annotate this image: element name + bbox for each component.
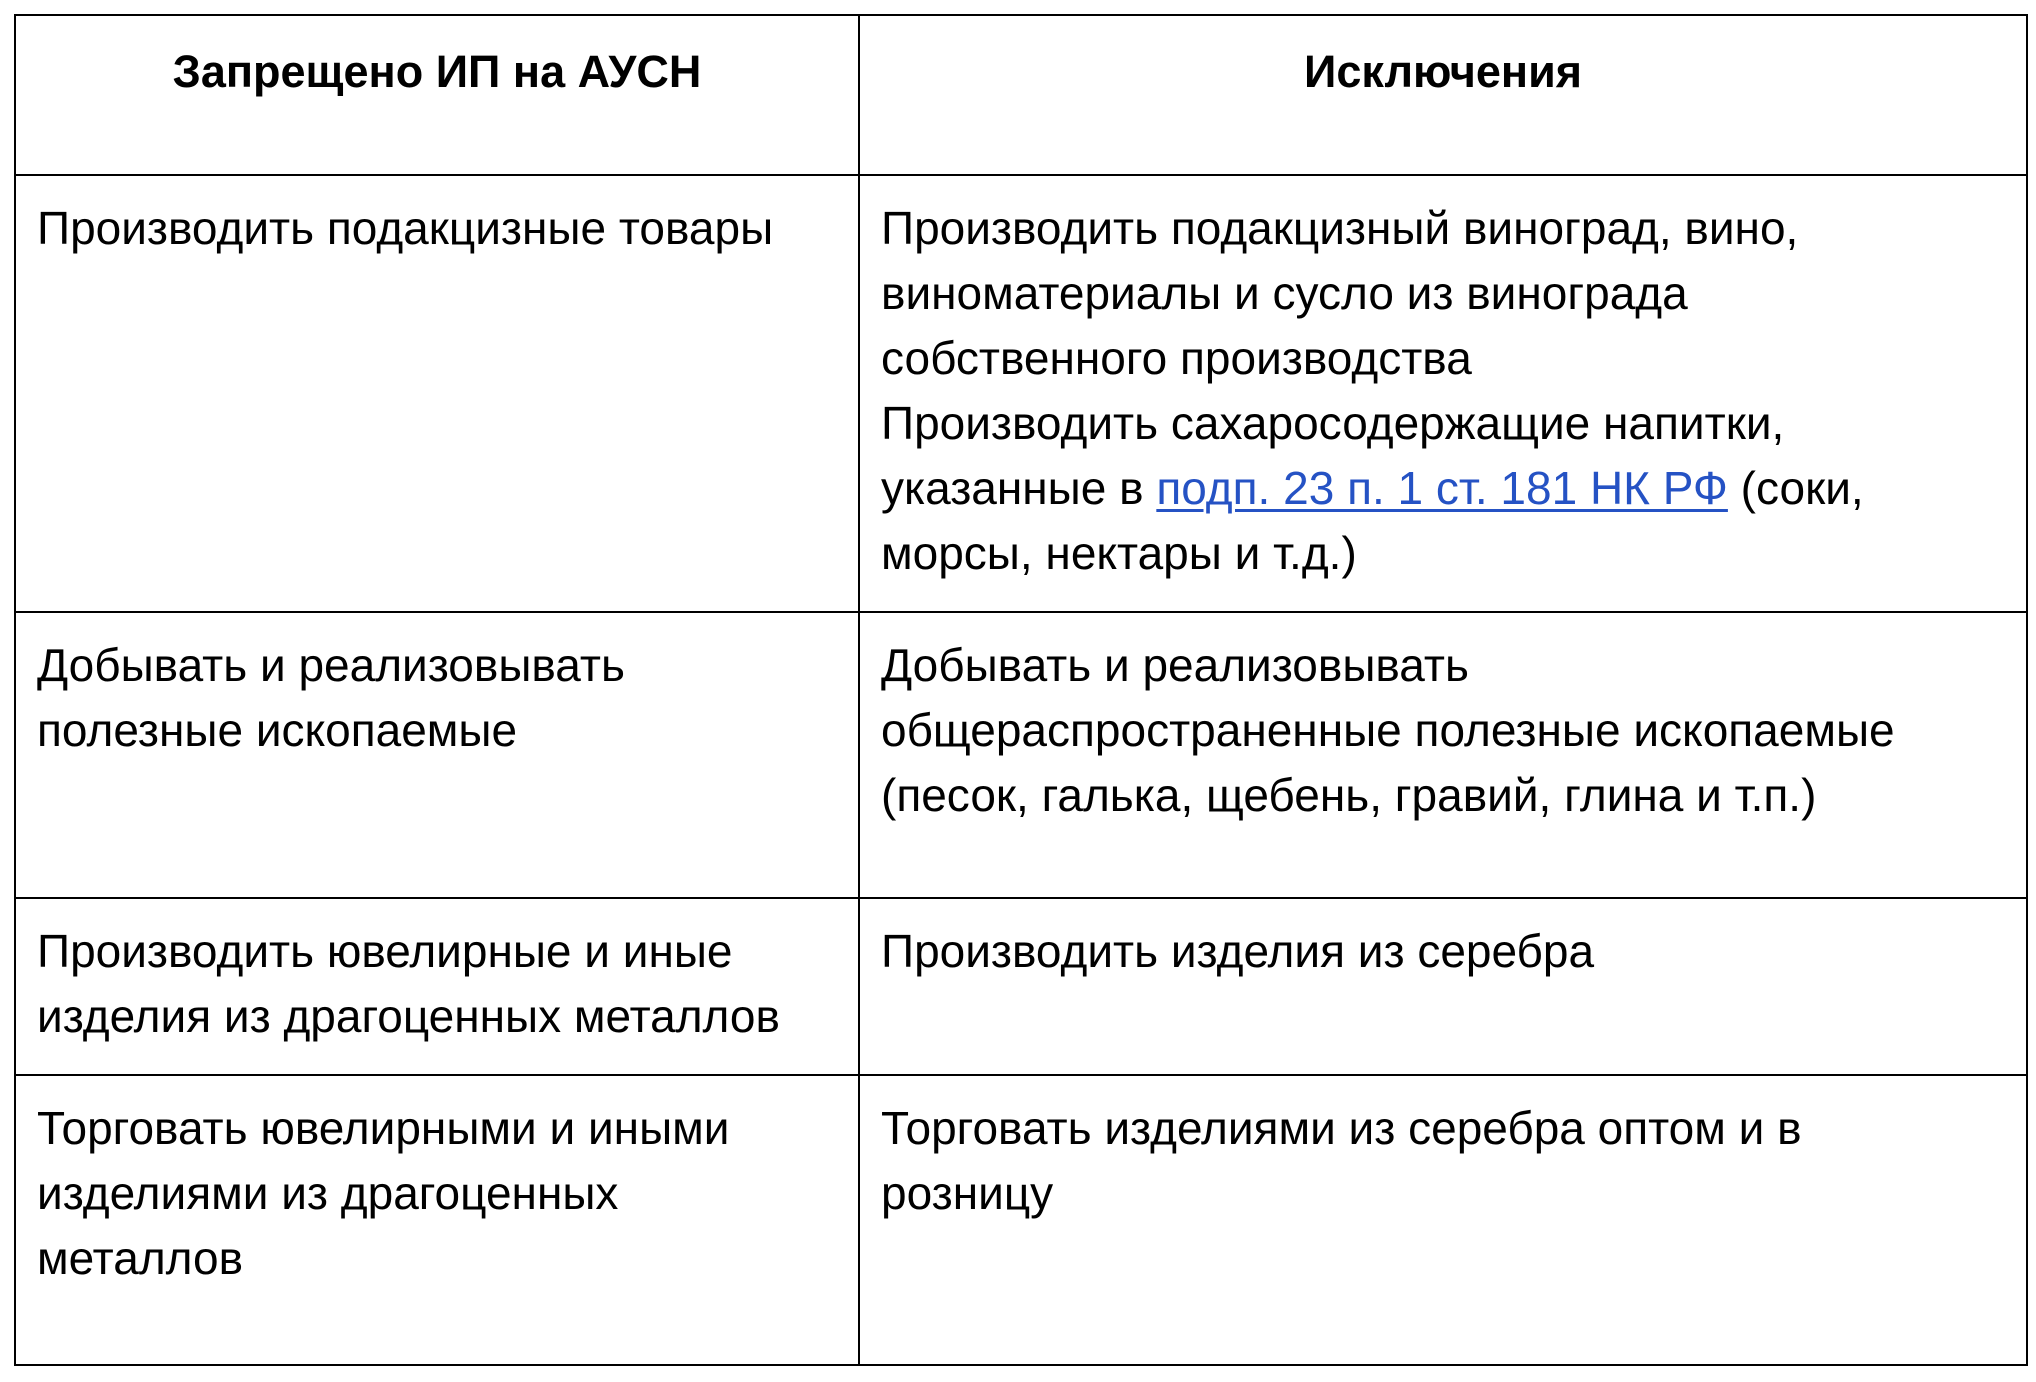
- exception-text-line: виноматериалы и сусло из винограда: [881, 267, 1688, 319]
- exception-text-line: Торговать изделиями из серебра оптом и в: [881, 1102, 1802, 1154]
- exception-cell: [859, 898, 2027, 1075]
- table-header-row: [15, 15, 2027, 175]
- header-prohibited-text: Запрещено ИП на АУСН: [172, 46, 702, 97]
- exception-text-line: Производить изделия из серебра: [881, 925, 1595, 977]
- prohibited-text-line: Добывать и реализовывать: [37, 639, 625, 691]
- prohibited-text-line: металлов: [37, 1232, 244, 1284]
- exception-text-line: (песок, галька, щебень, гравий, глина и т.п.): [881, 769, 1817, 821]
- prohibited-text-line: изделиями из драгоценных: [37, 1167, 619, 1219]
- link-prefix-text: указанные в: [881, 462, 1157, 514]
- prohibited-text-line: Торговать ювелирными и иными: [37, 1102, 730, 1154]
- prohibited-cell: [15, 612, 859, 898]
- table-row: [15, 175, 2027, 612]
- exception-text-line: морсы, нектары и т.д.): [881, 527, 1357, 579]
- exception-text-line-with-link: [881, 456, 2010, 521]
- link-suffix-text: (соки,: [1727, 462, 1864, 514]
- prohibited-cell: [15, 1075, 859, 1365]
- exception-cell: [859, 612, 2027, 898]
- exception-text-line: Производить подакцизный виноград, вино,: [881, 202, 1799, 254]
- header-exceptions-text: Исключения: [1304, 46, 1582, 97]
- header-cell-prohibited: [15, 15, 859, 175]
- table-row: [15, 612, 2027, 898]
- exception-text-line: общераспространенные полезные ископаемые: [881, 704, 1895, 756]
- header-cell-exceptions: [859, 15, 2027, 175]
- prohibited-text-line: Производить подакцизные товары: [37, 202, 774, 254]
- prohibited-cell: [15, 175, 859, 612]
- table-row: [15, 1075, 2027, 1365]
- exception-cell: [859, 1075, 2027, 1365]
- prohibited-text-line: полезные ископаемые: [37, 704, 518, 756]
- exception-text-line: Производить сахаросодержащие напитки,: [881, 397, 1785, 449]
- prohibited-text-line: Производить ювелирные и иные: [37, 925, 733, 977]
- table-row: [15, 898, 2027, 1075]
- exception-text-line: Добывать и реализовывать: [881, 639, 1469, 691]
- exception-text-line: розницу: [881, 1167, 1054, 1219]
- tax-code-article-link[interactable]: подп. 23 п. 1 ст. 181 НК РФ: [1156, 462, 1728, 514]
- restrictions-table: [14, 14, 2028, 1366]
- prohibited-cell: [15, 898, 859, 1075]
- exception-cell: [859, 175, 2027, 612]
- prohibited-text-line: изделия из драгоценных металлов: [37, 990, 780, 1042]
- exception-text-line: собственного производства: [881, 332, 1472, 384]
